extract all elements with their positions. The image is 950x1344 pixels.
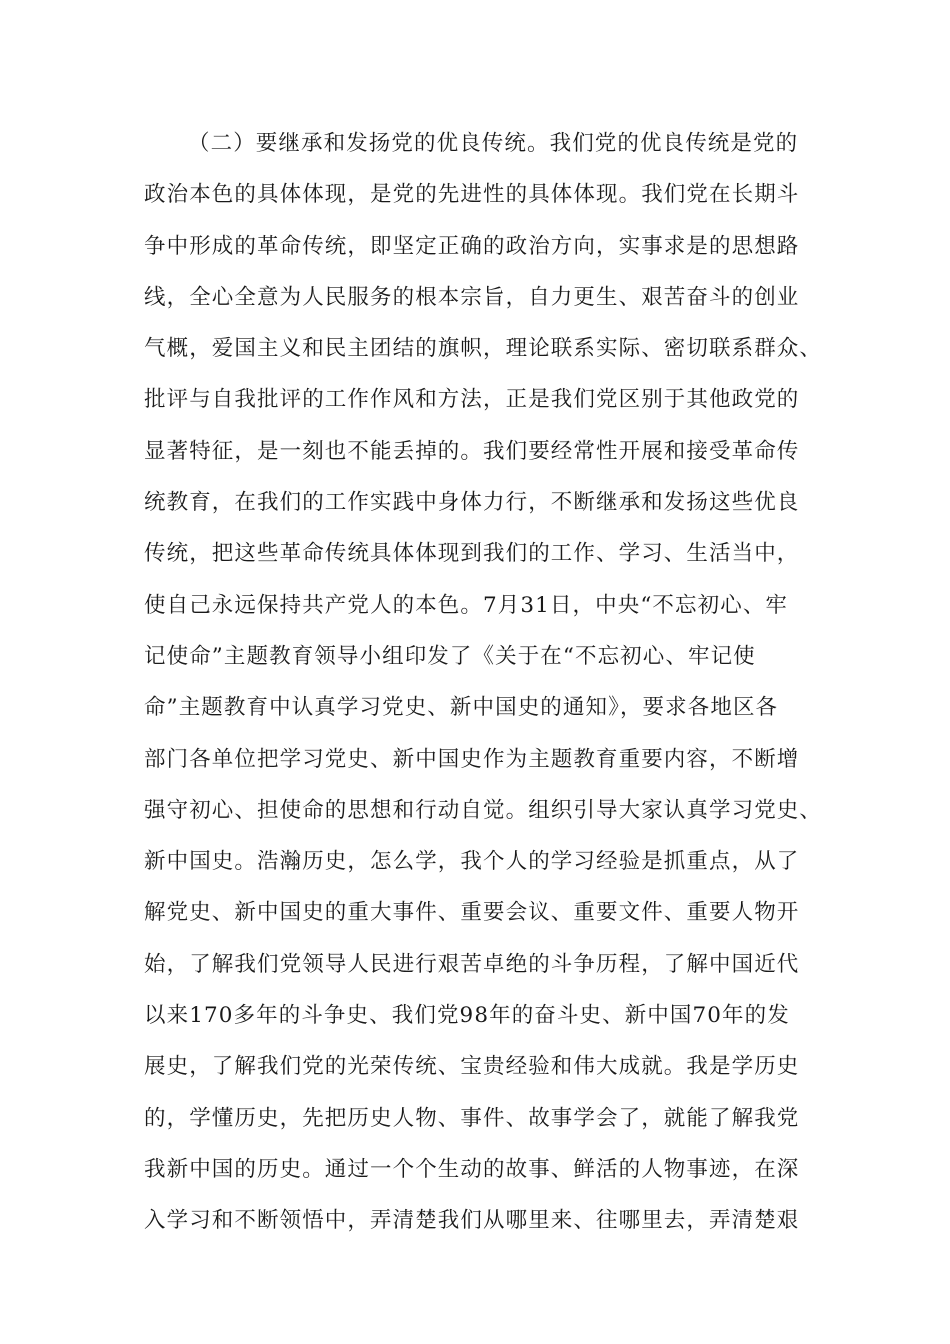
paragraph-line: 我新中国的历史。通过一个个生动的故事、鲜活的人物事迹，在深 (144, 1156, 800, 1182)
paragraph-line: 统教育，在我们的工作实践中身体力行，不断继承和发扬这些优良 (144, 490, 800, 516)
paragraph-line: 以来170多年的斗争史、我们党98年的奋斗史、新中国70年的发 (144, 1003, 790, 1029)
paragraph-line: 入学习和不断领悟中，弄清楚我们从哪里来、往哪里去，弄清楚艰 (144, 1208, 800, 1234)
paragraph-line: 展史，了解我们党的光荣传统、宝贵经验和伟大成就。我是学历史 (144, 1054, 800, 1080)
paragraph-line: 政治本色的具体体现，是党的先进性的具体体现。我们党在长期斗 (144, 182, 800, 208)
paragraph-line: 部门各单位把学习党史、新中国史作为主题教育重要内容，不断增 (144, 746, 800, 772)
paragraph-line: 气概，爱国主义和民主团结的旗帜，理论联系实际、密切联系群众、 (144, 336, 823, 362)
paragraph-line: 命”主题教育中认真学习党史、新中国史的通知》，要求各地区各 (144, 695, 779, 721)
paragraph-line: 传统，把这些革命传统具体体现到我们的工作、学习、生活当中， (144, 541, 800, 567)
paragraph-line: （二）要继承和发扬党的优良传统。我们党的优良传统是党的 (188, 131, 799, 156)
paragraph-line: 解党史、新中国史的重大事件、重要会议、重要文件、重要人物开 (144, 900, 800, 926)
paragraph-line: 显著特征，是一刻也不能丢掉的。我们要经常性开展和接受革命传 (144, 438, 800, 464)
body-paragraph (144, 118, 834, 1247)
paragraph-line: 争中形成的革命传统，即坚定正确的政治方向，实事求是的思想路 (144, 233, 800, 259)
paragraph-line: 线，全心全意为人民服务的根本宗旨，自力更生、艰苦奋斗的创业 (144, 284, 800, 310)
paragraph-line: 的，学懂历史，先把历史人物、事件、故事学会了，就能了解我党 (144, 1105, 800, 1131)
paragraph-line: 强守初心、担使命的思想和行动自觉。组织引导大家认真学习党史、 (144, 797, 823, 823)
paragraph-line: 始，了解我们党领导人民进行艰苦卓绝的斗争历程，了解中国近代 (144, 951, 800, 977)
paragraph-line: 新中国史。浩瀚历史，怎么学，我个人的学习经验是抓重点，从了 (144, 849, 800, 875)
paragraph-line: 使自己永远保持共产党人的本色。7月31日，中央“不忘初心、牢 (144, 592, 789, 618)
paragraph-line: 记使命”主题教育领导小组印发了《关于在“不忘初心、牢记使 (144, 643, 756, 669)
paragraph-line: 批评与自我批评的工作作风和方法，正是我们党区别于其他政党的 (144, 387, 800, 413)
